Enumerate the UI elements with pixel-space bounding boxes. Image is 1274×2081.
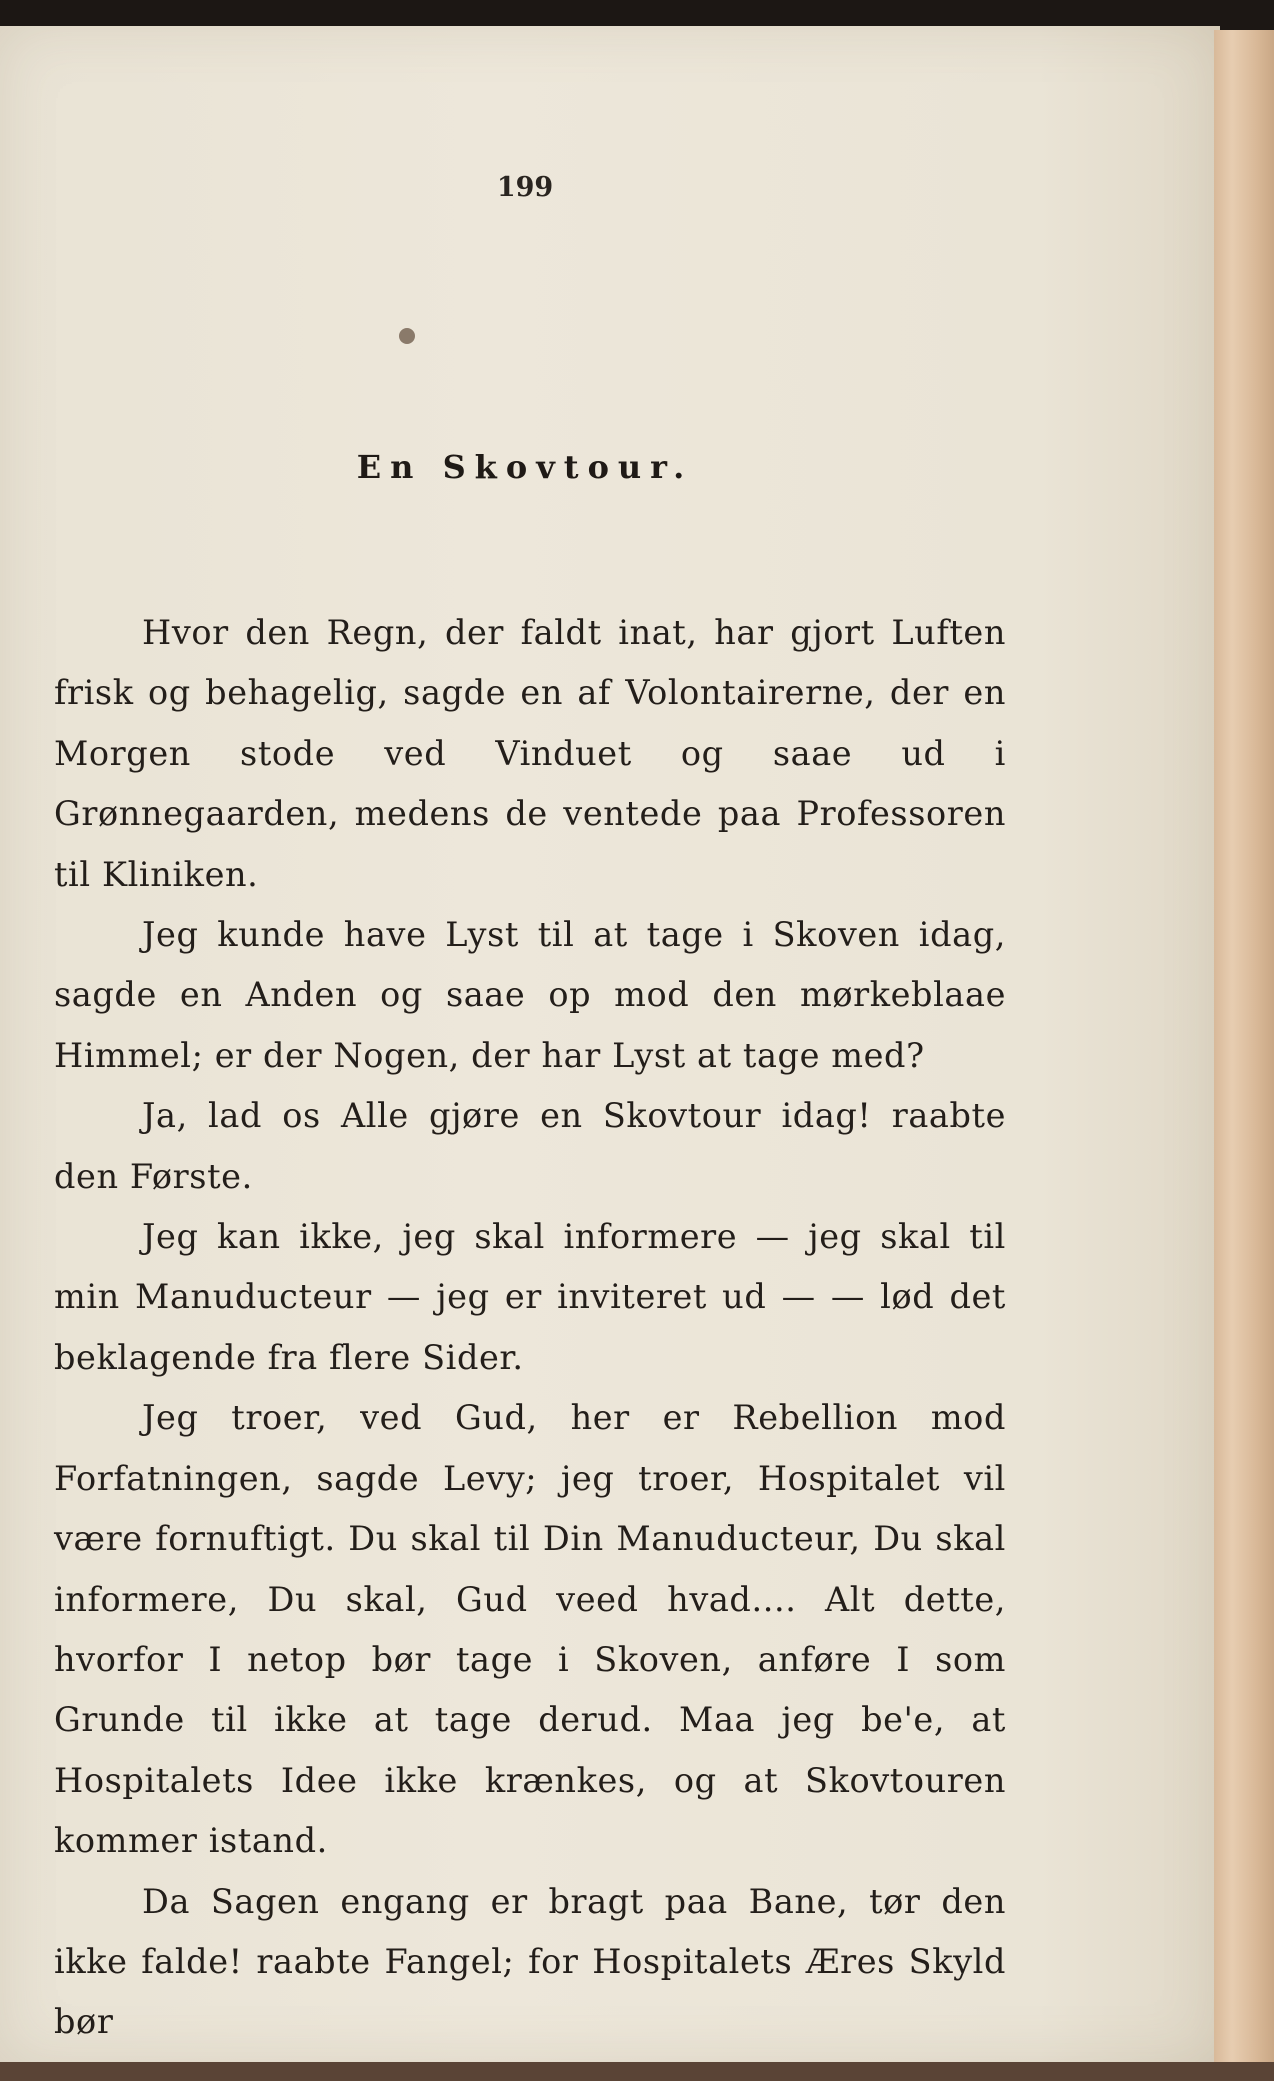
body-text xyxy=(54,603,1006,2053)
book-page-edge xyxy=(1214,30,1274,2070)
paragraph: Ja, lad os Alle gjøre en Skovtour idag! raabte den Første. xyxy=(54,1096,1006,1196)
paragraph: Hvor den Regn, der faldt inat, har gjort Luften frisk og behagelig, sagde en af Volontairerne, der en Morgen stode ved Vinduet og saae ud i Grønnegaarden, medens de ventede paa Professoren til Kliniken. xyxy=(54,613,1006,894)
paragraph: Da Sagen engang er bragt paa Bane, tør den ikke falde! raabte Fangel; for Hospitalets Æres Skyld bør xyxy=(54,1881,1006,2042)
paragraph: Jeg troer, ved Gud, her er Rebellion mod Forfatningen, sagde Levy; jeg troer, Hospitalet vil være fornuftigt. Du skal til Din Manuducteur, Du skal informere, Du skal, Gud veed hvad.... Alt dette, hvorfor I netop bør tage i Skoven, anføre I som Grunde til ikke at tage derud. Maa jeg be'e, at Hospitalets Idee ikke krænkes, og at Skovtouren kommer istand. xyxy=(54,1398,1006,1861)
paragraph: Jeg kan ikke, jeg skal informere — jeg skal til min Manuducteur — jeg er inviteret ud — — lød det beklagende fra flere Sider. xyxy=(54,1217,1006,1377)
paragraph: Jeg kunde have Lyst til at tage i Skoven idag, sagde en Anden og saae op mod den mørkeblaae Himmel; er der Nogen, der har Lyst at tage med? xyxy=(54,915,1006,1075)
page-number: 199 xyxy=(496,172,554,203)
chapter-title: En Skovtour. xyxy=(356,448,694,486)
scan-bottom-edge xyxy=(0,2062,1274,2081)
ornament-dot xyxy=(399,328,415,344)
